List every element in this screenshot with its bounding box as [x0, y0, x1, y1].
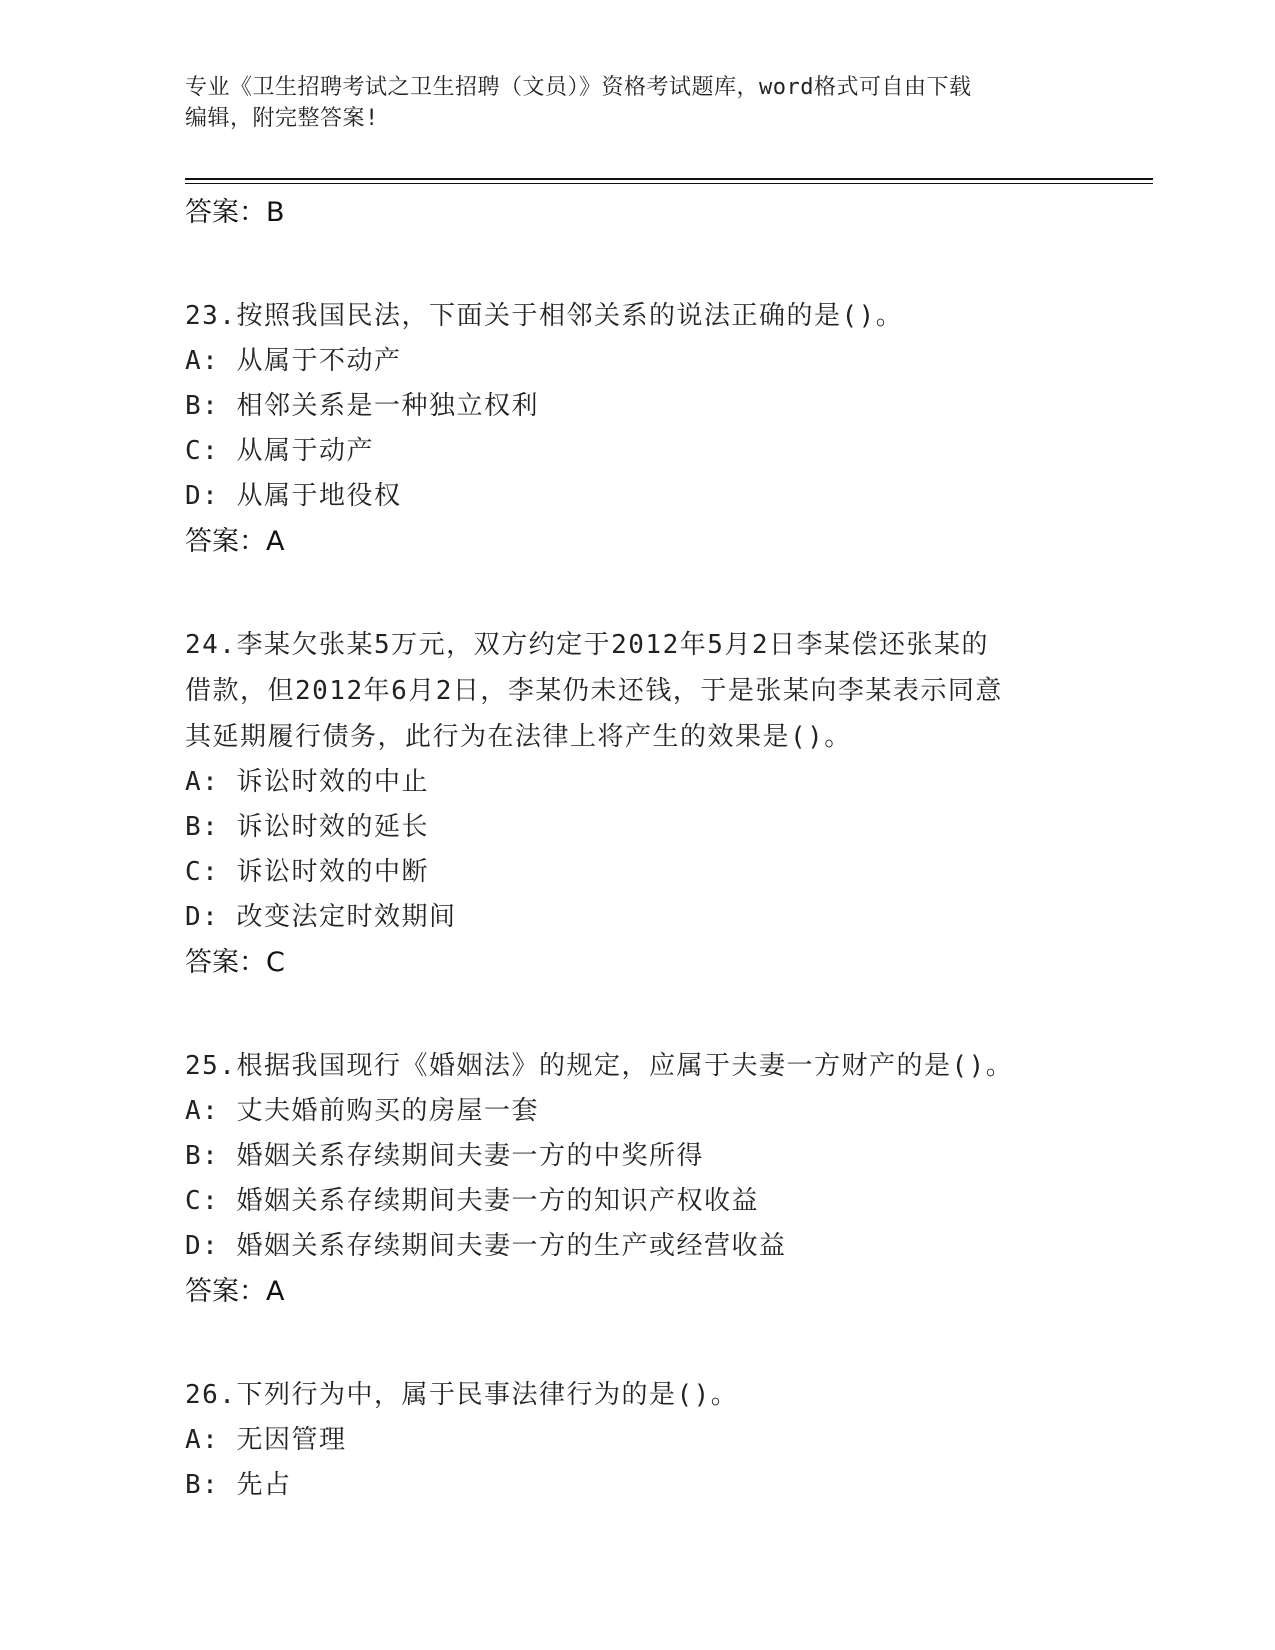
option-c: C: 从属于动产: [185, 436, 374, 466]
option-a: A: 从属于不动产: [185, 346, 402, 376]
spacer: [185, 236, 1085, 293]
question-block: [185, 1372, 1085, 1508]
question-text: 26.下列行为中，属于民事法律行为的是()。: [185, 1380, 739, 1410]
header-divider-thick: [185, 178, 1153, 180]
question-text: 23.按照我国民法，下面关于相邻关系的说法正确的是()。: [185, 301, 904, 331]
option-a: A: 诉讼时效的中止: [185, 767, 429, 797]
answer-line: 答案：B: [185, 197, 285, 228]
question-block: [185, 1043, 1085, 1315]
option-d: D: 改变法定时效期间: [185, 902, 457, 932]
spacer: [185, 1315, 1085, 1372]
question-list: [185, 190, 1085, 1508]
question-text: 25.根据我国现行《婚姻法》的规定，应属于夫妻一方财产的是()。: [185, 1051, 1014, 1081]
option-b: B: 诉讼时效的延长: [185, 812, 429, 842]
option-a: A: 丈夫婚前购买的房屋一套: [185, 1096, 539, 1126]
question-block: [185, 622, 1085, 986]
answer-line: 答案：A: [185, 526, 285, 557]
header-line-2: 编辑，附完整答案!: [185, 106, 379, 131]
question-text: 24.李某欠张某5万元，双方约定于2012年5月2日李某偿还张某的: [185, 630, 990, 660]
question-text: 其延期履行债务，此行为在法律上将产生的效果是()。: [185, 722, 852, 752]
option-a: A: 无因管理: [185, 1425, 347, 1455]
option-b: B: 相邻关系是一种独立权利: [185, 391, 539, 421]
option-d: D: 婚姻关系存续期间夫妻一方的生产或经营收益: [185, 1231, 787, 1261]
option-c: C: 婚姻关系存续期间夫妻一方的知识产权收益: [185, 1186, 759, 1216]
spacer: [185, 565, 1085, 622]
answer-line: 答案：A: [185, 1276, 285, 1307]
header-divider-thin: [185, 183, 1153, 184]
question-text: 借款，但2012年6月2日，李某仍未还钱，于是张某向李某表示同意: [185, 676, 1003, 706]
spacer: [185, 986, 1085, 1043]
option-b: B: 先占: [185, 1470, 292, 1500]
answer-line: 答案：C: [185, 947, 285, 978]
header-line-1: 专业《卫生招聘考试之卫生招聘（文员）》资格考试题库，word格式可自由下载: [185, 75, 972, 100]
option-d: D: 从属于地役权: [185, 481, 402, 511]
document-header: [185, 72, 1065, 134]
option-b: B: 婚姻关系存续期间夫妻一方的中奖所得: [185, 1141, 704, 1171]
question-block: [185, 293, 1085, 565]
option-c: C: 诉讼时效的中断: [185, 857, 429, 887]
